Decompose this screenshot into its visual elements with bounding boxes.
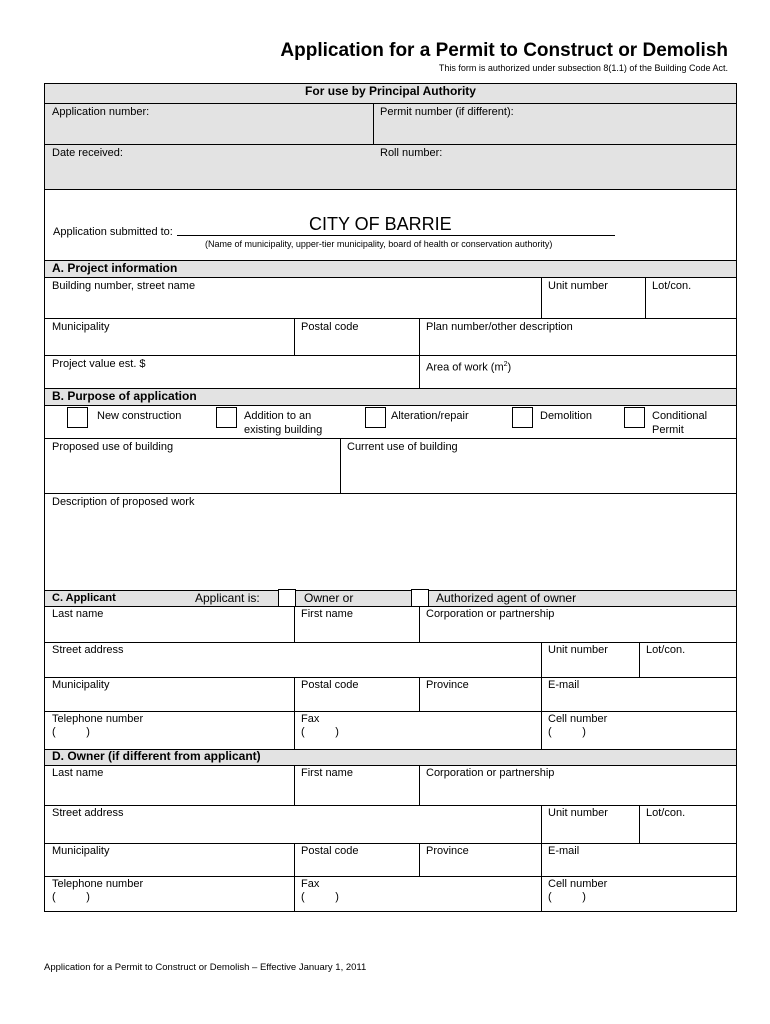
- section-d-heading: D. Owner (if different from applicant): [45, 750, 736, 765]
- owner-municipality-label: Municipality: [52, 845, 110, 857]
- page-footer: Application for a Permit to Construct or Demolish – Effective January 1, 2011: [44, 962, 367, 973]
- owner-corporation-label: Corporation or partnership: [426, 767, 555, 779]
- project-value-label: Project value est. $: [52, 358, 146, 370]
- owner-checkbox[interactable]: [278, 589, 296, 607]
- owner-telephone-parens: ( ): [52, 891, 90, 903]
- section-b-heading: B. Purpose of application: [45, 389, 736, 405]
- postal-code-field[interactable]: [294, 319, 419, 355]
- owner-telephone-label: Telephone number: [52, 878, 144, 890]
- section-c-heading: C. Applicant: [52, 592, 116, 604]
- owner-fax-label: Fax: [301, 878, 320, 890]
- proposed-use-field[interactable]: [45, 439, 340, 493]
- applicant-cell-label: Cell number: [548, 713, 608, 725]
- current-use-label: Current use of building: [347, 441, 458, 453]
- authority-heading: For use by Principal Authority: [45, 84, 736, 103]
- lot-con-label: Lot/con.: [652, 280, 692, 292]
- applicant-municipality-field[interactable]: [45, 677, 294, 711]
- applicant-unit-field[interactable]: [541, 642, 639, 677]
- owner-province-label: Province: [426, 845, 469, 857]
- date-received-field[interactable]: [45, 145, 373, 189]
- area-of-work-field[interactable]: [419, 356, 736, 388]
- applicant-street-label: Street address: [52, 644, 124, 656]
- applicant-lot-field[interactable]: [639, 642, 736, 677]
- applicant-telephone-label: Telephone number: [52, 713, 144, 725]
- area-close: ): [507, 361, 512, 374]
- owner-lot-field[interactable]: [639, 805, 736, 843]
- applicant-corporation-field[interactable]: [419, 606, 736, 642]
- building-number-field[interactable]: [45, 278, 541, 318]
- unit-number-label: Unit number: [548, 280, 608, 292]
- applicant-unit-label: Unit number: [548, 644, 608, 656]
- owner-postal-field[interactable]: [294, 843, 419, 876]
- description-label: Description of proposed work: [52, 496, 195, 508]
- alteration-label: Alteration/repair: [391, 410, 469, 422]
- applicant-municipality-label: Municipality: [52, 679, 110, 691]
- building-number-label: Building number, street name: [52, 280, 196, 292]
- roll-number-field[interactable]: [373, 145, 736, 189]
- applicant-corporation-label: Corporation or partnership: [426, 608, 555, 620]
- owner-cell-label: Cell number: [548, 878, 608, 890]
- permit-number-label: Permit number (if different):: [380, 106, 514, 118]
- form-title: Application for a Permit to Construct or Demolish: [280, 40, 728, 61]
- applicant-street-field[interactable]: [45, 642, 541, 677]
- owner-telephone-field[interactable]: [45, 876, 294, 911]
- permit-form: [44, 83, 737, 912]
- owner-province-field[interactable]: [419, 843, 541, 876]
- owner-email-label: E-mail: [548, 845, 580, 857]
- form-subtitle: This form is authorized under subsection 8(1.1) of the Building Code Act.: [438, 63, 728, 73]
- area-of-work-label: Area of work (m: [426, 361, 504, 374]
- applicant-first-name-label: First name: [301, 608, 353, 620]
- conditional-permit-label-line2: Permit: [652, 424, 684, 436]
- applicant-fax-parens: ( ): [301, 726, 339, 738]
- submitted-to-field[interactable]: CITY OF BARRIE: [309, 214, 452, 234]
- owner-cell-parens: ( ): [548, 891, 586, 903]
- area-superscript: 2: [503, 361, 508, 368]
- section-a-heading: A. Project information: [45, 261, 736, 277]
- applicant-cell-parens: ( ): [548, 726, 586, 738]
- current-use-field[interactable]: [340, 439, 736, 493]
- submitted-to-underline: [177, 235, 615, 236]
- alteration-checkbox[interactable]: [365, 407, 386, 428]
- agent-checkbox[interactable]: [411, 589, 429, 607]
- section-c-header-row: [45, 591, 736, 606]
- applicant-lot-label: Lot/con.: [646, 644, 686, 656]
- description-field[interactable]: [45, 494, 736, 590]
- new-construction-checkbox[interactable]: [67, 407, 88, 428]
- applicant-province-label: Province: [426, 679, 469, 691]
- owner-first-name-label: First name: [301, 767, 353, 779]
- conditional-permit-label: Conditional: [652, 410, 708, 422]
- plan-number-field[interactable]: [419, 319, 736, 355]
- owner-street-field[interactable]: [45, 805, 541, 843]
- applicant-email-label: E-mail: [548, 679, 580, 691]
- project-value-field[interactable]: [45, 356, 419, 388]
- agent-label: Authorized agent of owner: [436, 591, 577, 605]
- applicant-cell-field[interactable]: [541, 711, 736, 749]
- owner-unit-label: Unit number: [548, 807, 608, 819]
- application-number-label: Application number:: [52, 106, 150, 118]
- permit-number-field[interactable]: [373, 104, 736, 144]
- owner-unit-field[interactable]: [541, 805, 639, 843]
- municipality-field[interactable]: [45, 319, 294, 355]
- addition-label-line2: existing building: [244, 424, 323, 436]
- owner-email-field[interactable]: [541, 843, 736, 876]
- lot-con-field[interactable]: [645, 278, 736, 318]
- applicant-telephone-field[interactable]: [45, 711, 294, 749]
- municipality-label: Municipality: [52, 321, 110, 333]
- owner-municipality-field[interactable]: [45, 843, 294, 876]
- date-received-label: Date received:: [52, 147, 123, 159]
- demolition-checkbox[interactable]: [512, 407, 533, 428]
- proposed-use-label: Proposed use of building: [52, 441, 174, 453]
- addition-checkbox[interactable]: [216, 407, 237, 428]
- owner-last-name-label: Last name: [52, 767, 104, 779]
- owner-cell-field[interactable]: [541, 876, 736, 911]
- applicant-province-field[interactable]: [419, 677, 541, 711]
- applicant-postal-label: Postal code: [301, 679, 359, 691]
- owner-fax-parens: ( ): [301, 891, 339, 903]
- owner-street-label: Street address: [52, 807, 124, 819]
- unit-number-field[interactable]: [541, 278, 645, 318]
- owner-postal-label: Postal code: [301, 845, 359, 857]
- applicant-fax-label: Fax: [301, 713, 320, 725]
- applicant-is-label: Applicant is:: [195, 591, 260, 605]
- owner-first-name-field[interactable]: [294, 765, 419, 805]
- application-number-field[interactable]: [45, 104, 373, 144]
- addition-label: Addition to an: [244, 410, 312, 422]
- postal-code-label: Postal code: [301, 321, 359, 333]
- new-construction-label: New construction: [97, 410, 182, 422]
- owner-corporation-field[interactable]: [419, 765, 736, 805]
- owner-or-label: Owner or: [304, 591, 354, 605]
- applicant-fax-field[interactable]: [294, 711, 541, 749]
- submitted-to-hint: (Name of municipality, upper-tier municipality, board of health or conservation authority): [205, 239, 553, 249]
- applicant-postal-field[interactable]: [294, 677, 419, 711]
- demolition-label: Demolition: [540, 410, 592, 422]
- applicant-last-name-label: Last name: [52, 608, 104, 620]
- roll-number-label: Roll number:: [380, 147, 443, 159]
- owner-fax-field[interactable]: [294, 876, 541, 911]
- conditional-permit-checkbox[interactable]: [624, 407, 645, 428]
- owner-lot-label: Lot/con.: [646, 807, 686, 819]
- applicant-first-name-field[interactable]: [294, 606, 419, 642]
- owner-last-name-field[interactable]: [45, 765, 294, 805]
- applicant-email-field[interactable]: [541, 677, 736, 711]
- submitted-to-label: Application submitted to:: [53, 226, 173, 238]
- applicant-telephone-parens: ( ): [52, 726, 90, 738]
- applicant-last-name-field[interactable]: [45, 606, 294, 642]
- plan-number-label: Plan number/other description: [426, 321, 573, 333]
